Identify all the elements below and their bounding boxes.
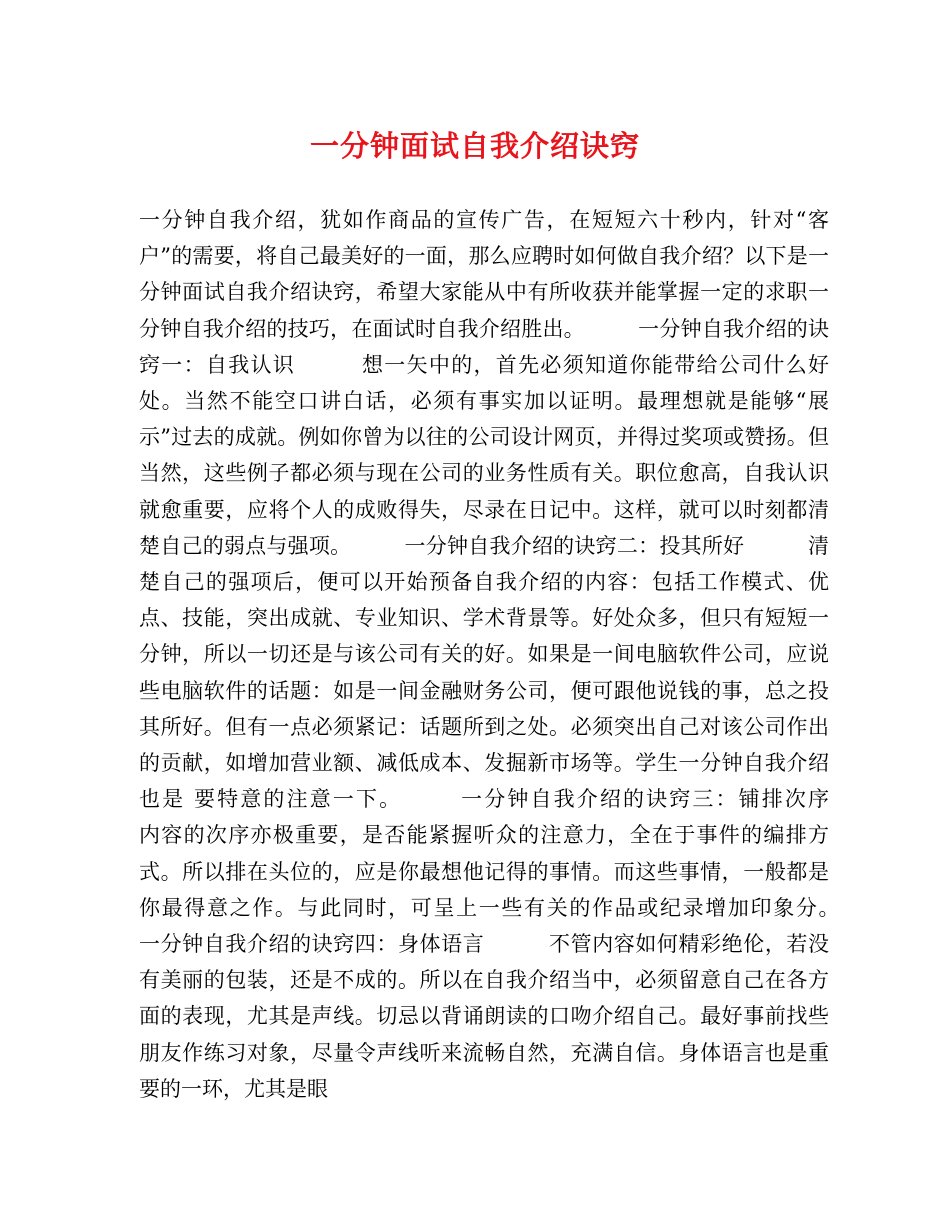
document-body: 一分钟自我介绍，犹如作商品的宣传广告，在短短六十秒内，针对“客户”的需要，将自己最美好的一面，那么应聘时如何做自我介绍？以下是一分钟面试自我介绍诀窍，希望大家能从中有所收获并能掌握一定的求职一分钟自我介绍的技巧，在面试时自我介绍胜出。 一分钟自我介绍的诀窍一：自我认识 想一矢中的，首先必须知道你能带给公司什么好处。当然不能空口讲白话，必须有事实加以证明。最理想就是能够“展示”过去的成就。例如你曾为以往的公司设计网页，并得过奖项或赞扬。但当然，这些例子都必须与现在公司的业务性质有关。职位愈高，自我认识就愈重要，应将个人的成败得失，尽录在日记中。这样，就可以时刻都清楚自己的弱点与强项。 一分钟自我介绍的诀窍二：投其所好 清楚自己的强项后，便可以开始预备自我介绍的内容：包括工作模式、优点、技能，突出成就、专业知识、学术背景等。好处众多，但只有短短一分钟，所以一切还是与该公司有关的好。如果是一间电脑软件公司，应说些电脑软件的话题：如是一间金融财务公司，便可跟他说钱的事，总之投其所好。但有一点必须紧记：话题所到之处。必须突出自己对该公司作出的贡献，如增加营业额、减低成本、发掘新市场等。学生一分钟自我介绍也是 要特意的注意一下。 一分钟自我介绍的诀窍三：铺排次序 内容的次序亦极重要，是否能紧握听众的注意力，全在于事件的编排方式。所以排在头位的，应是你最想他记得的事情。而这些事情，一般都是你最得意之作。与此同时，可呈上一些有关的作品或纪录增加印象分。 一分钟自我介绍的诀窍四：身体语言 不管内容如何精彩绝伦，若没有美丽的包装，还是不成的。所以在自我介绍当中，必须留意自己在各方面的表现，尤其是声线。切忌以背诵朗读的口吻介绍自己。最好事前找些朋友作练习对象，尽量令声线听来流畅自然，充满自信。身体语言也是重要的一环，尤其是眼 xyxy=(139,208,892,1101)
document-title: 一分钟面试自我介绍诀窍 xyxy=(309,129,640,163)
